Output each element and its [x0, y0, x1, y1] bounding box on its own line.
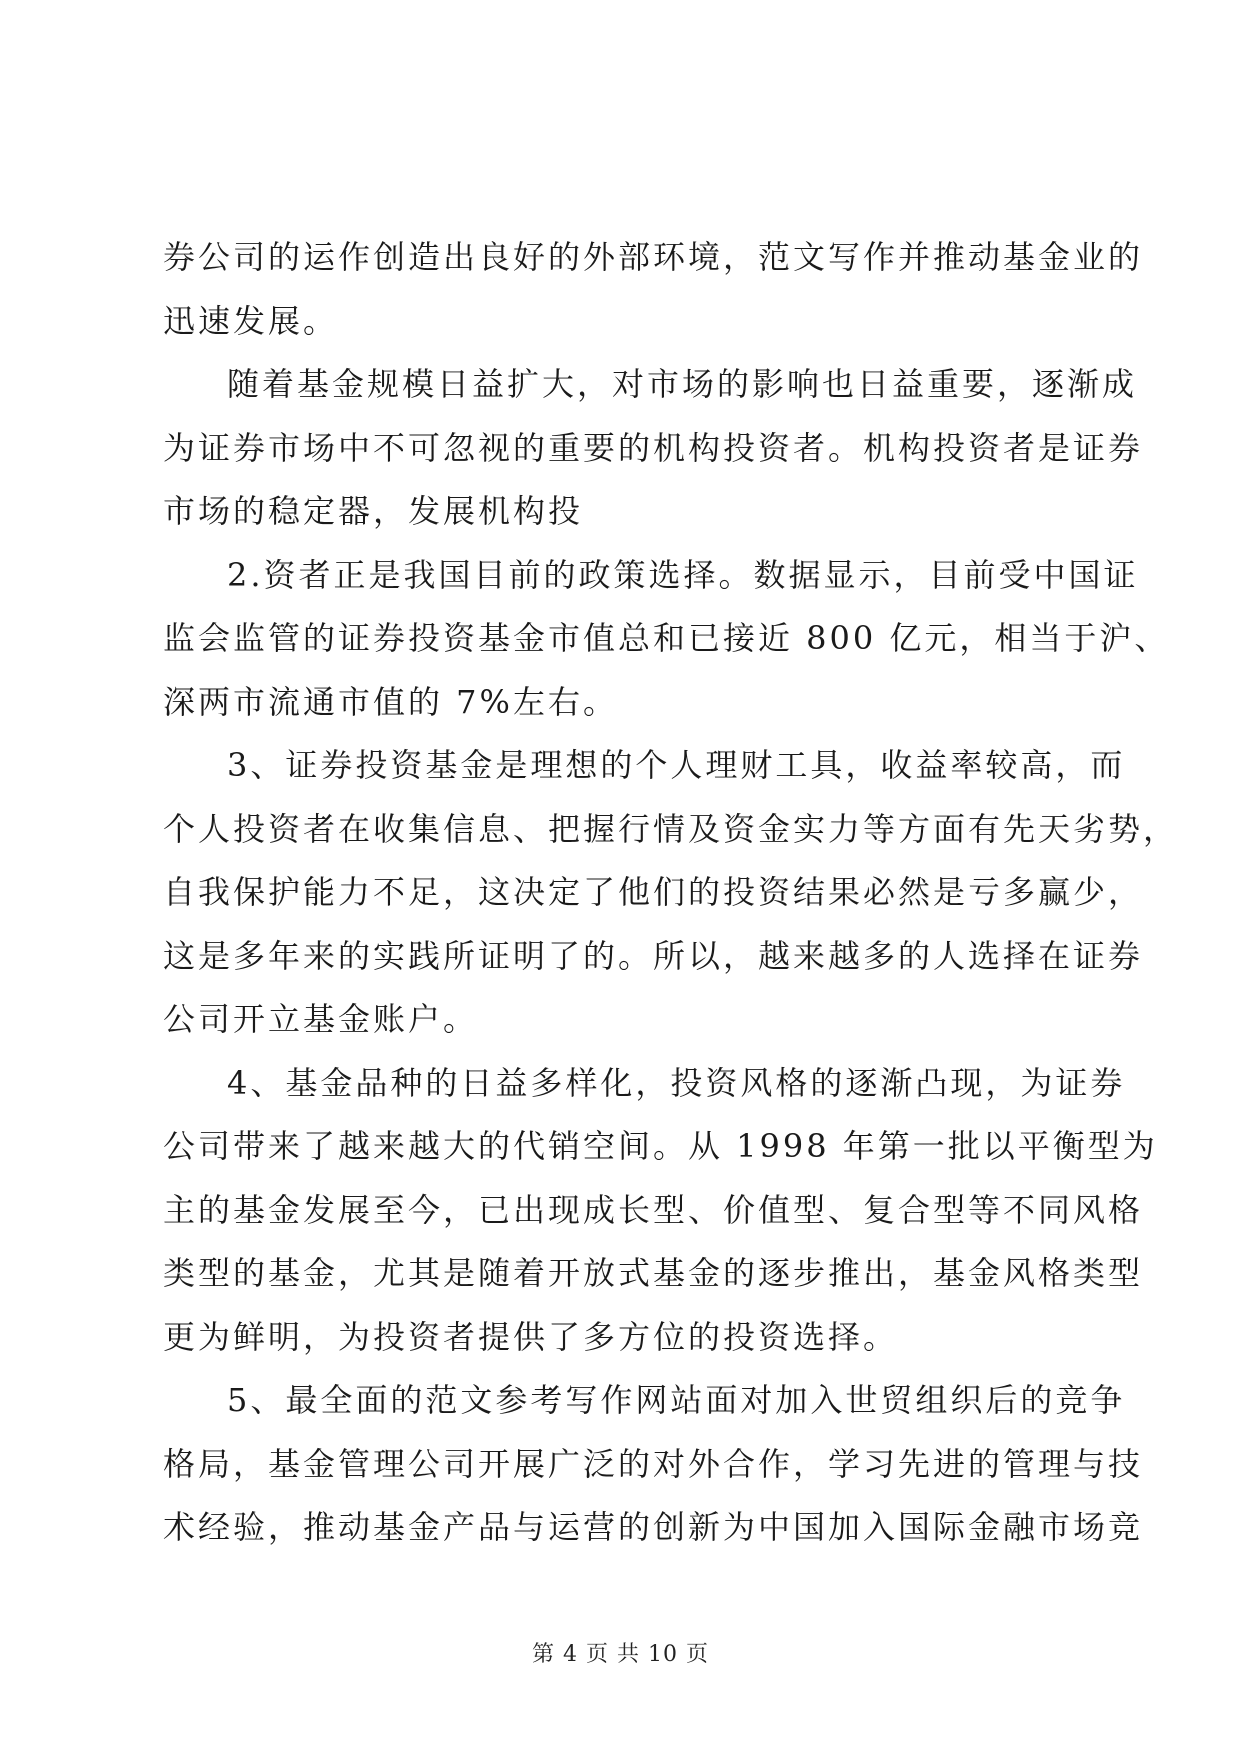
- paragraph-start-line: 5、最全面的范文参考写作网站面对加入世贸组织后的竞争: [227, 1381, 1126, 1419]
- document-body: [163, 226, 1179, 1560]
- paragraph-start-line: 4、基金品种的日益多样化，投资风格的逐渐凸现，为证券: [227, 1063, 1126, 1102]
- paragraph-start-line: 随着基金规模日益扩大，对市场的影响也日益重要，逐渐成: [227, 365, 1138, 403]
- text-line: 市场的稳定器，发展机构投: [163, 492, 584, 530]
- text-line: 监会监管的证券投资基金市值总和已接近 800 亿元，相当于沪、: [163, 619, 1170, 657]
- text-line: 为证券市场中不可忽视的重要的机构投资者。机构投资者是证券: [163, 428, 1144, 467]
- paragraph-start-line: 2.资者正是我国目前的政策选择。数据显示，目前受中国证: [227, 555, 1139, 594]
- text-line: 格局，基金管理公司开展广泛的对外合作，学习先进的管理与技: [163, 1444, 1144, 1483]
- text-line: 类型的基金，尤其是随着开放式基金的逐步推出，基金风格类型: [163, 1254, 1144, 1292]
- text-line: 更为鲜明，为投资者提供了多方位的投资选择。: [163, 1317, 899, 1356]
- text-line: 公司带来了越来越大的代销空间。从 1998 年第一批以平衡型为: [163, 1127, 1158, 1165]
- text-line: 深两市流通市值的 7%左右。: [163, 682, 618, 721]
- text-line: 券公司的运作创造出良好的外部环境，范文写作并推动基金业的: [163, 238, 1144, 276]
- text-line: 自我保护能力不足，这决定了他们的投资结果必然是亏多赢少，: [163, 873, 1144, 911]
- text-line: 公司开立基金账户。: [163, 1000, 479, 1038]
- text-line: 个人投资者在收集信息、把握行情及资金实力等方面有先天劣势，: [163, 809, 1179, 848]
- text-line: 主的基金发展至今，已出现成长型、价值型、复合型等不同风格: [163, 1190, 1144, 1229]
- page-number-footer: 第 4 页 共 10 页: [532, 1642, 709, 1667]
- paragraph-start-line: 3、证券投资基金是理想的个人理财工具，收益率较高，而: [227, 746, 1126, 784]
- text-line: 术经验，推动基金产品与运营的创新为中国加入国际金融市场竞: [163, 1508, 1144, 1546]
- text-line: 迅速发展。: [163, 301, 339, 340]
- text-line: 这是多年来的实践所证明了的。所以，越来越多的人选择在证券: [163, 936, 1144, 975]
